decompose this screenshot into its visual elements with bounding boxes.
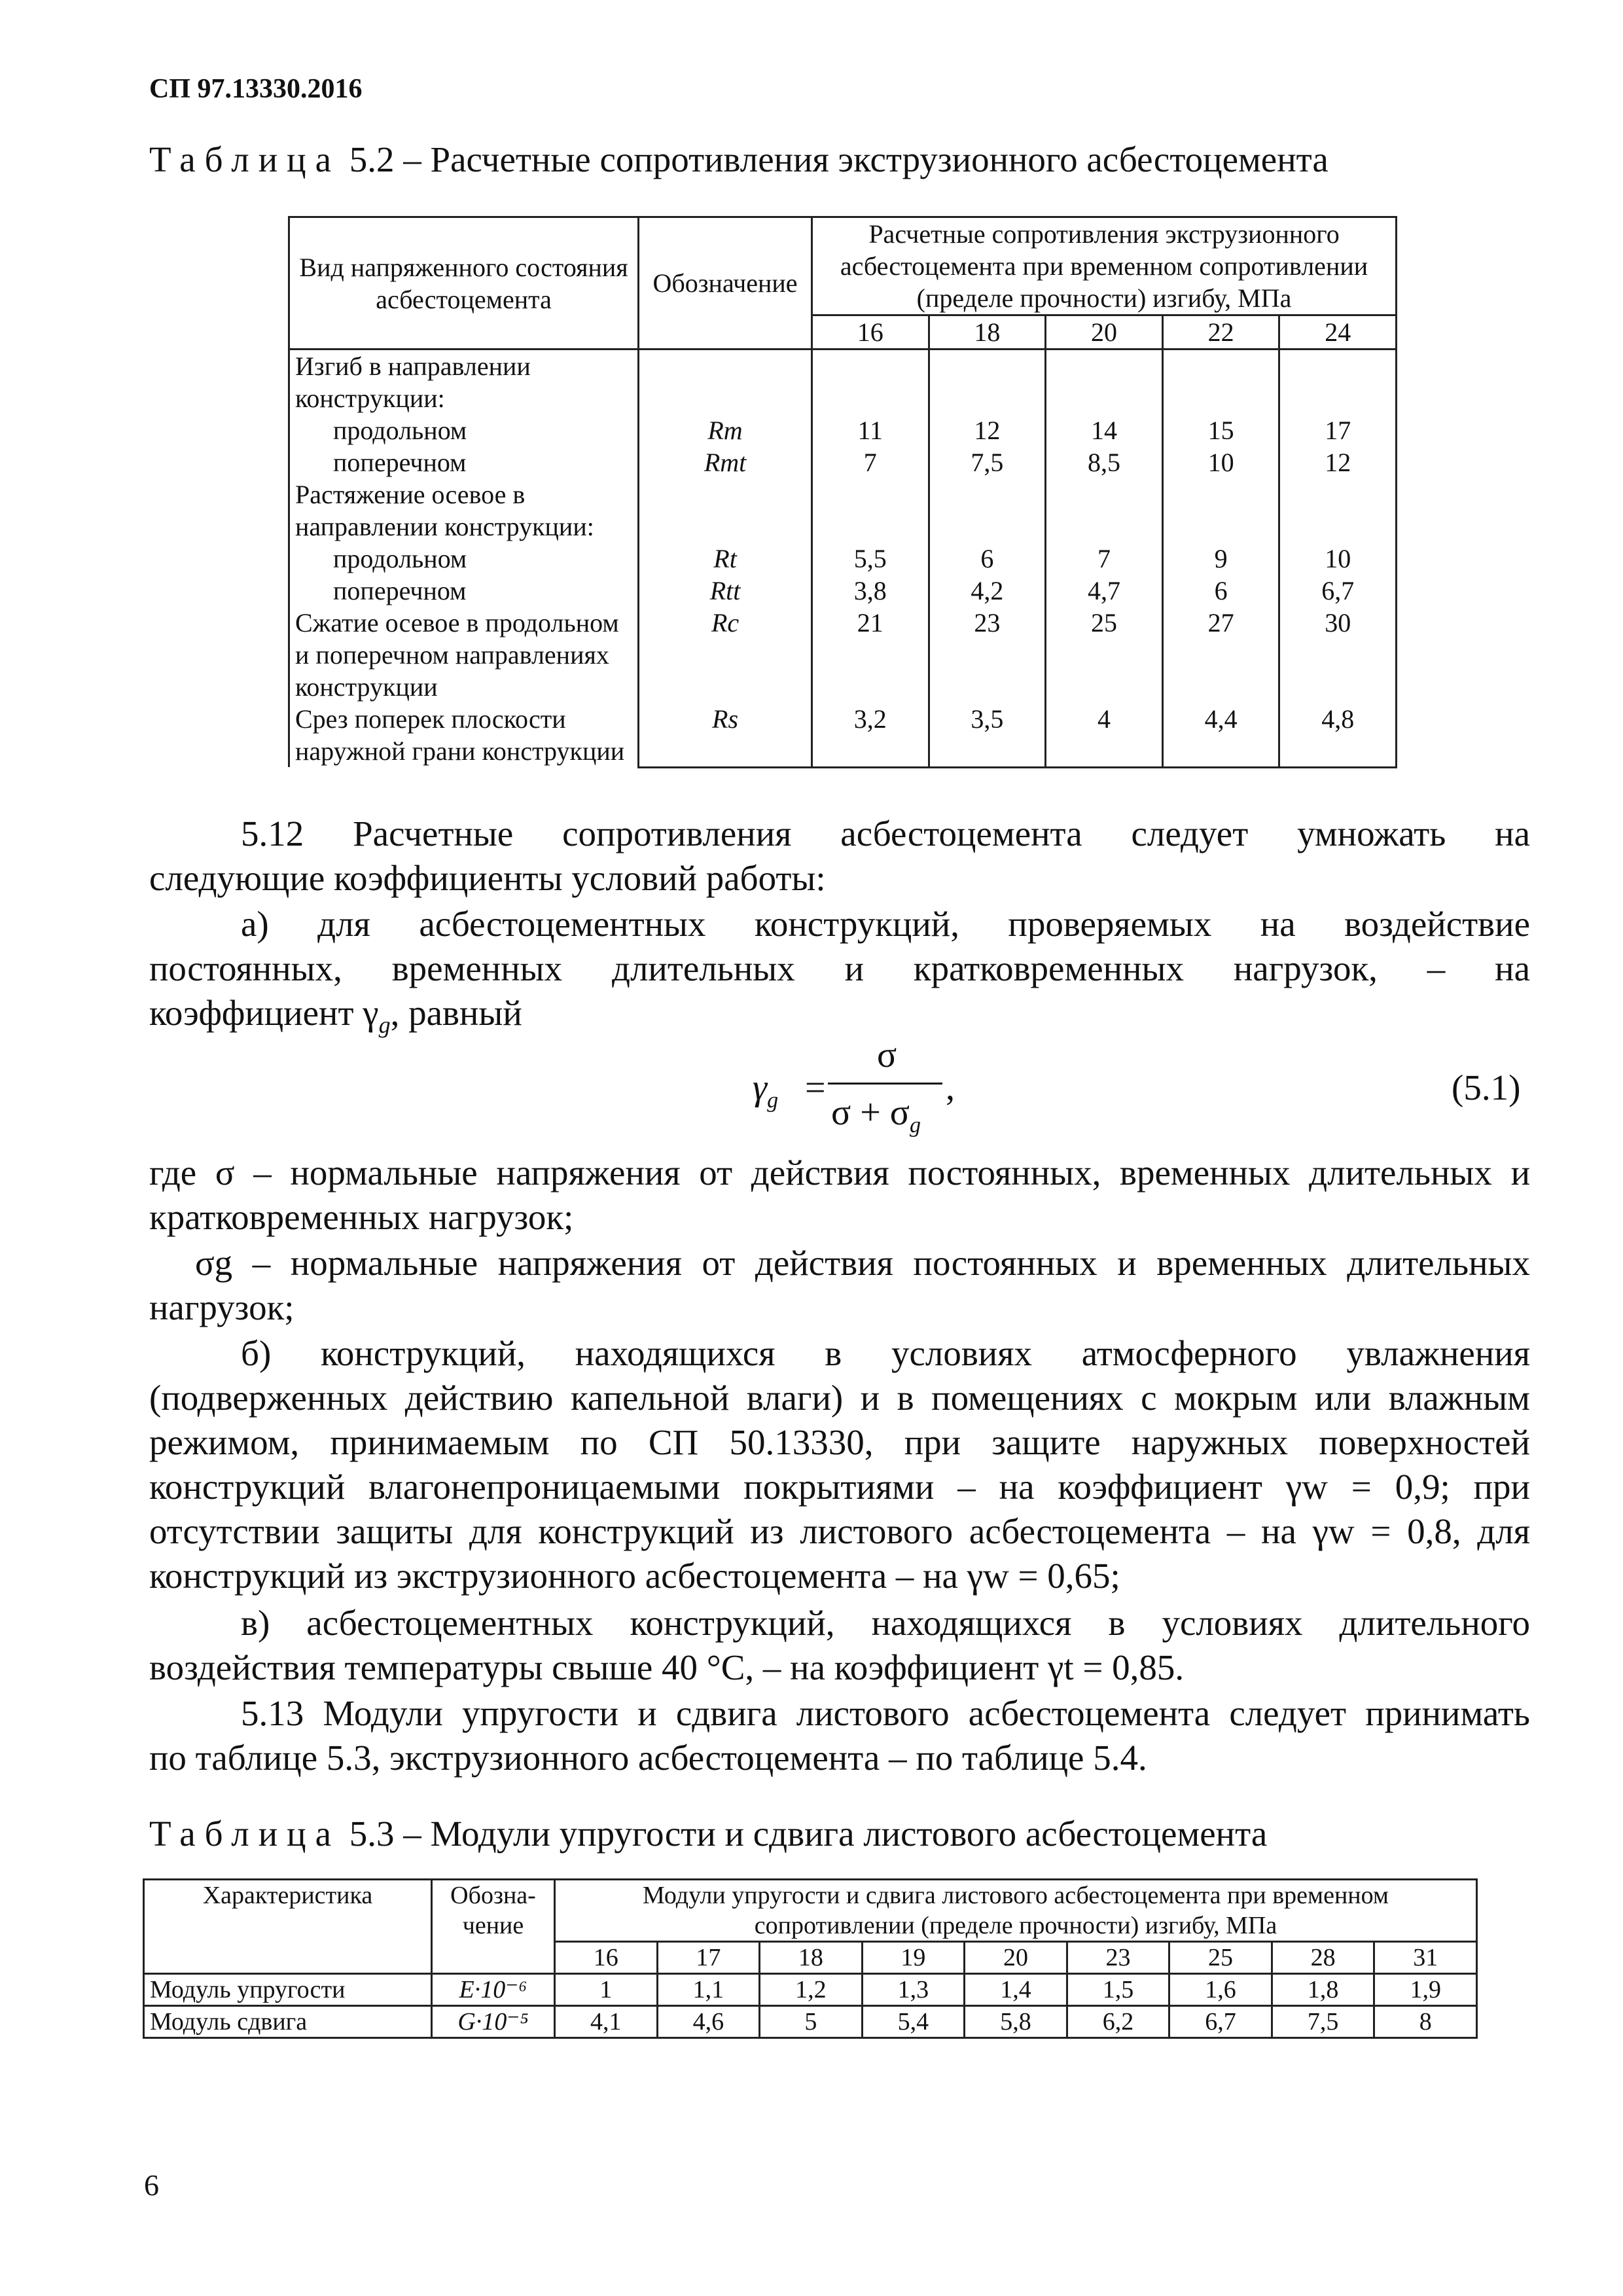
cell: 4,6 bbox=[657, 2006, 760, 2038]
text-line: б) конструкций, находящихся в условиях атмосферного увлажнения bbox=[241, 1333, 1530, 1373]
cell: 6,2 bbox=[1067, 2006, 1169, 2038]
row-label: Сжатие осевое в продольном и поперечном направлениях конструкции bbox=[295, 608, 619, 702]
cell: 17 bbox=[1325, 416, 1351, 445]
symbol: G·10⁻⁵ bbox=[432, 2006, 555, 2038]
cell: 4,8 bbox=[1321, 704, 1355, 734]
text-line: следующие коэффициенты условий работы: bbox=[149, 858, 826, 898]
fraction-bar bbox=[828, 1083, 942, 1085]
header-stress-type: Вид напряженного состояния асбестоцемента bbox=[289, 217, 639, 350]
cell: 12 bbox=[1325, 448, 1351, 477]
caption-text: 5.2 – Расчетные сопротивления экструзионного асбестоцемента bbox=[349, 139, 1329, 179]
col-header: 28 bbox=[1272, 1942, 1374, 1974]
text-line: конструкций из экструзионного асбестоцемента – на γw = 0,65; bbox=[149, 1556, 1120, 1596]
header-group: Расчетные сопротивления экструзионного асбестоцемента при временном сопротивлении (пределе прочности) изгибу, МПа bbox=[812, 217, 1397, 315]
text-line: конструкций влагонепроницаемыми покрытиями – на коэффициент γw = 0,9; при bbox=[149, 1467, 1530, 1507]
text-line: где σ – нормальные напряжения от действия постоянных, временных длительных и bbox=[149, 1153, 1530, 1193]
text-line: нагрузок; bbox=[149, 1287, 294, 1327]
cell: 7,5 bbox=[1272, 2006, 1374, 2038]
formula-comma: , bbox=[946, 1067, 955, 1108]
paragraph-b bbox=[149, 1331, 1530, 1598]
col-header: 16 bbox=[555, 1942, 658, 1974]
cell: 6,7 bbox=[1321, 576, 1355, 605]
cell: 23 bbox=[974, 608, 1001, 637]
cell: 1,4 bbox=[965, 1974, 1067, 2006]
group-label: Растяжение осевое в направлении конструкции: bbox=[295, 480, 594, 541]
col-header: 20 bbox=[1046, 315, 1163, 350]
cell: 15 bbox=[1207, 416, 1234, 445]
paragraph-where bbox=[149, 1151, 1530, 1240]
text-line: а) для асбестоцементных конструкций, проверяемых на воздействие bbox=[241, 904, 1530, 944]
cell: 10 bbox=[1325, 544, 1351, 573]
col-header: 25 bbox=[1169, 1942, 1272, 1974]
col-header: 16 bbox=[812, 315, 929, 350]
cell: 4,4 bbox=[1204, 704, 1238, 734]
cell: 25 bbox=[1090, 608, 1117, 637]
text-line: отсутствии защиты для конструкций из листового асбестоцемента – на γw = 0,8, для bbox=[149, 1511, 1530, 1551]
col-header: 22 bbox=[1162, 315, 1279, 350]
table-5-2-caption bbox=[149, 139, 1329, 180]
cell: 8 bbox=[1374, 2006, 1477, 2038]
cell: 7,5 bbox=[971, 448, 1004, 477]
cell: 5,5 bbox=[853, 544, 887, 573]
paragraph-a bbox=[149, 902, 1530, 1047]
cell: 30 bbox=[1325, 608, 1351, 637]
cell: 5,4 bbox=[862, 2006, 965, 2038]
cell: 4,2 bbox=[971, 576, 1004, 605]
paragraph-5-12 bbox=[149, 812, 1530, 901]
text-line: в) асбестоцементных конструкций, находящихся в условиях длительного bbox=[241, 1603, 1530, 1643]
cell: 3,8 bbox=[853, 576, 887, 605]
formula-denominator: σ + σ bbox=[831, 1092, 910, 1133]
cell: 10 bbox=[1207, 448, 1234, 477]
cell: 7 bbox=[863, 448, 877, 477]
cell: 12 bbox=[974, 416, 1001, 445]
cell: 1,6 bbox=[1169, 1974, 1272, 2006]
col-header: 24 bbox=[1279, 315, 1397, 350]
table-5-3-caption bbox=[149, 1813, 1267, 1854]
cell: 1,5 bbox=[1067, 1974, 1169, 2006]
symbol: Rs bbox=[712, 704, 739, 734]
text-line: режимом, принимаемым по СП 50.13330, при защите наружных поверхностей bbox=[149, 1422, 1530, 1462]
col-header: 23 bbox=[1067, 1942, 1169, 1974]
cell: 6 bbox=[980, 544, 994, 573]
cell: 1 bbox=[555, 1974, 658, 2006]
header-symbol: Обозна- чение bbox=[432, 1880, 555, 1974]
cell: 1,8 bbox=[1272, 1974, 1374, 2006]
doc-code: СП 97.13330.2016 bbox=[149, 74, 363, 104]
cell: 4 bbox=[1097, 704, 1111, 734]
text-line: (подверженных действию капельной влаги) и в помещениях с мокрым или влажным bbox=[149, 1378, 1530, 1418]
cell: 5 bbox=[760, 2006, 863, 2038]
cell: 1,2 bbox=[760, 1974, 863, 2006]
cell: 1,9 bbox=[1374, 1974, 1477, 2006]
cell: 7 bbox=[1097, 544, 1111, 573]
col-header: 17 bbox=[657, 1942, 760, 1974]
row-label: Срез поперек плоскости наружной грани конструкции bbox=[295, 704, 625, 766]
subscript: g bbox=[767, 1088, 779, 1113]
cell: 6,7 bbox=[1169, 2006, 1272, 2038]
cell: 27 bbox=[1207, 608, 1234, 637]
cell: 21 bbox=[857, 608, 883, 637]
subscript: g bbox=[909, 1113, 921, 1138]
col-header: 19 bbox=[862, 1942, 965, 1974]
table-row bbox=[144, 1974, 1477, 2006]
paragraph-5-13 bbox=[149, 1691, 1530, 1780]
cell: 5,8 bbox=[965, 2006, 1067, 2038]
group-label: Изгиб в направлении конструкции: bbox=[295, 351, 531, 413]
cell: 1,3 bbox=[862, 1974, 965, 2006]
symbol: Rc bbox=[711, 608, 740, 637]
col-header: 18 bbox=[929, 315, 1046, 350]
row-label: продольном bbox=[333, 416, 467, 445]
row-label: продольном bbox=[333, 544, 467, 573]
text-line: по таблице 5.3, экструзионного асбестоцемента – по таблице 5.4. bbox=[149, 1738, 1147, 1778]
text-line bbox=[149, 991, 1530, 1047]
page-number: 6 bbox=[144, 2168, 159, 2202]
text-line: 5.12 Расчетные сопротивления асбестоцемента следует умножать на bbox=[241, 814, 1530, 853]
cell: 3,5 bbox=[971, 704, 1004, 734]
col-header: 31 bbox=[1374, 1942, 1477, 1974]
cell: 8,5 bbox=[1087, 448, 1120, 477]
cell: 11 bbox=[857, 416, 883, 445]
subscript: g bbox=[378, 1012, 391, 1038]
symbol: Rtt bbox=[709, 576, 741, 605]
cell: 4,1 bbox=[555, 2006, 658, 2038]
col-header: 20 bbox=[965, 1942, 1067, 1974]
paragraph-v bbox=[149, 1601, 1530, 1690]
table-5-2 bbox=[288, 216, 1397, 768]
table-row bbox=[289, 350, 1397, 768]
cell: 3,2 bbox=[853, 704, 887, 734]
text-span: коэффициент γ bbox=[149, 993, 379, 1033]
cell: 4,7 bbox=[1087, 576, 1120, 605]
formula-numerator: σ bbox=[877, 1035, 897, 1075]
symbol: E·10⁻⁶ bbox=[432, 1974, 555, 2006]
header-symbol: Обозначение bbox=[639, 217, 812, 350]
row-label: Модуль упругости bbox=[144, 1974, 432, 2006]
cell: 1,1 bbox=[657, 1974, 760, 2006]
row-label: поперечном bbox=[333, 448, 467, 477]
cell: 6 bbox=[1214, 576, 1228, 605]
cell: 9 bbox=[1214, 544, 1228, 573]
paragraph-sigma-g bbox=[149, 1241, 1530, 1330]
caption-word: Таблица bbox=[149, 1814, 340, 1854]
row-label: Модуль сдвига bbox=[144, 2006, 432, 2038]
text-line: постоянных, временных длительных и кратковременных нагрузок, – на bbox=[149, 948, 1530, 988]
formula-symbol: γ bbox=[753, 1067, 768, 1108]
formula-equals: = bbox=[805, 1067, 826, 1108]
formula-number: (5.1) bbox=[1452, 1067, 1521, 1107]
caption-text: 5.3 – Модули упругости и сдвига листового асбестоцемента bbox=[349, 1814, 1268, 1854]
symbol: Rt bbox=[713, 544, 737, 573]
table-5-3 bbox=[143, 1878, 1478, 2039]
table-row bbox=[144, 2006, 1477, 2038]
text-span: , равный bbox=[390, 993, 522, 1033]
row-label: поперечном bbox=[333, 576, 467, 605]
header-characteristic: Характеристика bbox=[144, 1880, 432, 1974]
formula-5-1 bbox=[753, 1035, 955, 1138]
text-line: σg – нормальные напряжения от действия постоянных и временных длительных bbox=[195, 1243, 1530, 1283]
text-line: кратковременных нагрузок; bbox=[149, 1197, 574, 1237]
symbol: Rm bbox=[707, 416, 743, 445]
header-group: Модули упругости и сдвига листового асбестоцемента при временном сопротивлении (пределе прочности) изгибу, МПа bbox=[555, 1880, 1477, 1942]
symbol: Rmt bbox=[704, 448, 747, 477]
col-header: 18 bbox=[760, 1942, 863, 1974]
text-line: 5.13 Модули упругости и сдвига листового асбестоцемента следует принимать bbox=[241, 1693, 1530, 1733]
cell: 14 bbox=[1090, 416, 1117, 445]
caption-word: Таблица bbox=[149, 139, 340, 179]
text-line: воздействия температуры свыше 40 °С, – на коэффициент γt = 0,85. bbox=[149, 1647, 1185, 1687]
